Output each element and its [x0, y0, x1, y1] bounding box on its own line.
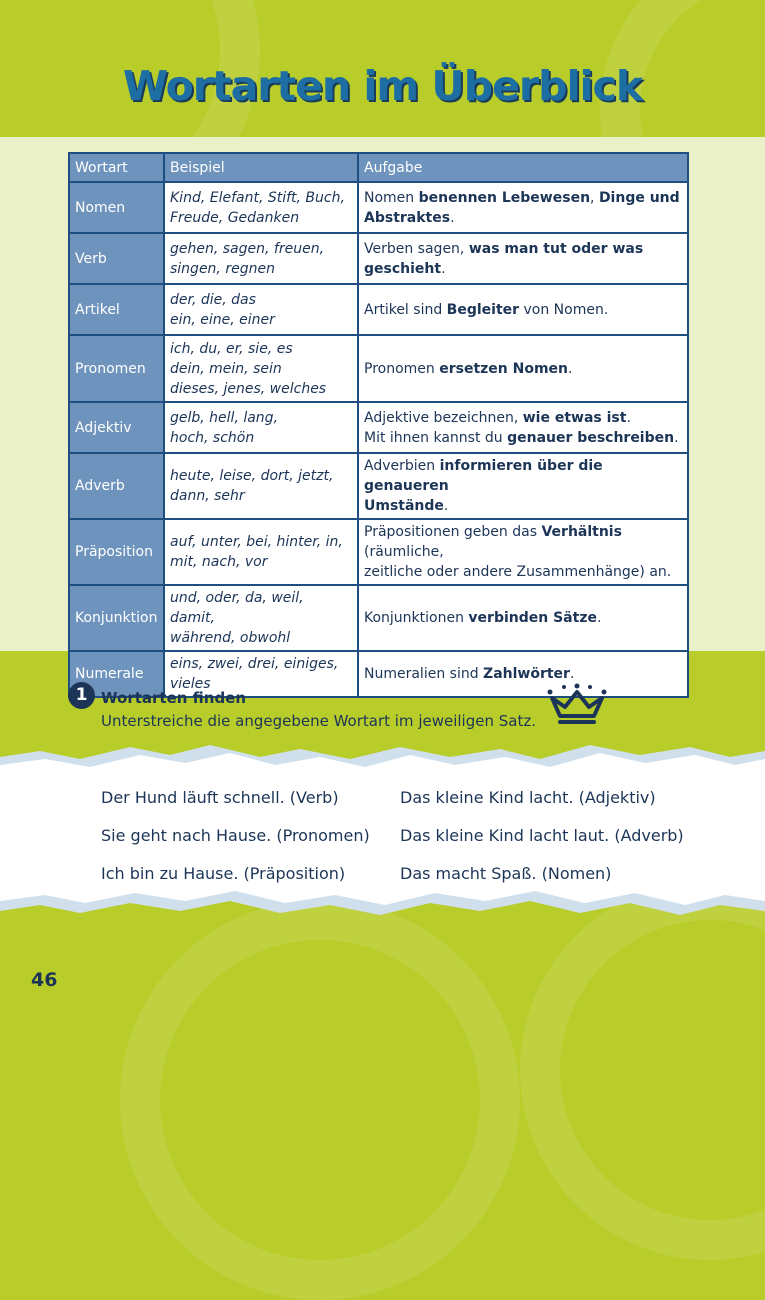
beispiel-line: dein, mein, sein	[170, 360, 282, 377]
table-row	[69, 284, 688, 335]
beispiel-line: der, die, das	[170, 291, 256, 308]
aufgabe-text: ,	[590, 189, 599, 206]
cell-beispiel	[164, 519, 358, 585]
aufgabe-text: Verben sagen,	[364, 240, 469, 257]
aufgabe-highlight: verbinden Sätze	[468, 610, 597, 626]
aufgabe-text: Nomen	[364, 189, 419, 206]
exercise-number-badge: 1	[68, 682, 95, 709]
cell-beispiel	[164, 335, 358, 402]
aufgabe-text: Artikel sind	[364, 301, 447, 318]
aufgabe-text: .	[674, 429, 679, 446]
header-beispiel: Beispiel	[164, 153, 358, 182]
cell-aufgabe	[358, 519, 688, 585]
beispiel-line: eins, zwei, drei, einiges, vieles	[170, 656, 339, 692]
aufgabe-highlight: Zahlwörter	[483, 666, 570, 682]
beispiel-line: dieses, jenes, welches	[170, 380, 327, 397]
aufgabe-text: .	[441, 260, 446, 277]
beispiel-line: hoch, schön	[170, 429, 255, 446]
sentence-left-2: Sie geht nach Hause. (Pronomen)	[101, 826, 370, 845]
aufgabe-highlight: Begleiter	[446, 301, 520, 318]
sentence-right-3: Das macht Spaß. (Nomen)	[400, 864, 612, 883]
table-row	[69, 233, 688, 284]
exercise-instruction: Unterstreiche die angegebene Wortart im jeweiligen Satz.	[101, 712, 536, 730]
table-row	[69, 453, 688, 519]
sentence-left-3: Ich bin zu Hause. (Präposition)	[101, 864, 346, 883]
aufgabe-text: zeitliche oder andere Zusammenhänge) an.	[364, 564, 672, 580]
beispiel-line: ich, du, er, sie, es	[170, 340, 293, 357]
header-wortart: Wortart	[69, 153, 164, 182]
aufgabe-text: (räumliche,	[364, 544, 444, 560]
sentence-right-2: Das kleine Kind lacht laut. (Adverb)	[400, 826, 684, 845]
beispiel-line: während, obwohl	[170, 630, 291, 646]
beispiel-line: dann, sehr	[170, 488, 245, 504]
cell-wortart: Nomen	[69, 182, 164, 233]
cell-beispiel	[164, 182, 358, 233]
cell-aufgabe	[358, 402, 688, 453]
cell-wortart: Pronomen	[69, 335, 164, 402]
aufgabe-highlight: Umstände	[364, 498, 444, 514]
cell-beispiel	[164, 585, 358, 651]
beispiel-line: heute, leise, dort, jetzt,	[170, 468, 334, 484]
aufgabe-highlight: Verhältnis	[541, 524, 622, 540]
page-number: 46	[31, 969, 58, 991]
beispiel-line: Kind, Elefant, Stift, Buch,	[170, 189, 345, 206]
table-row	[69, 402, 688, 453]
beispiel-line: mit, nach, vor	[170, 554, 268, 570]
table-header-row	[69, 153, 688, 182]
aufgabe-text: Präpositionen geben das	[364, 524, 542, 540]
aufgabe-text: .	[450, 209, 455, 226]
sentence-right-1: Das kleine Kind lacht. (Adjektiv)	[400, 788, 656, 807]
background-swirl	[120, 900, 520, 1300]
beispiel-line: auf, unter, bei, hinter, in,	[170, 534, 343, 550]
cell-beispiel	[164, 284, 358, 335]
cell-wortart: Verb	[69, 233, 164, 284]
wortarten-table	[68, 152, 689, 698]
aufgabe-highlight: Abstraktes	[364, 209, 451, 226]
table-row	[69, 182, 688, 233]
cell-aufgabe	[358, 585, 688, 651]
table-row	[69, 335, 688, 402]
cell-aufgabe	[358, 453, 688, 519]
cell-wortart: Konjunktion	[69, 585, 164, 651]
cell-aufgabe	[358, 284, 688, 335]
cell-wortart: Adjektiv	[69, 402, 164, 453]
aufgabe-text: .	[569, 666, 575, 682]
aufgabe-text: Mit ihnen kannst du	[364, 429, 508, 446]
page-title: Wortarten im Überblick	[122, 62, 643, 110]
header-aufgabe: Aufgabe	[358, 153, 688, 182]
aufgabe-text: Pronomen	[364, 360, 440, 377]
beispiel-line: singen, regnen	[170, 260, 275, 277]
aufgabe-highlight: genauer beschreiben	[507, 429, 675, 446]
aufgabe-text: Adverbien	[364, 458, 440, 474]
aufgabe-text: .	[568, 360, 573, 377]
beispiel-line: Freude, Gedanken	[170, 209, 300, 226]
aufgabe-highlight: wie etwas ist	[522, 409, 627, 426]
aufgabe-highlight: ersetzen Nomen	[439, 360, 569, 377]
aufgabe-highlight: informieren über die genaueren	[364, 458, 603, 494]
cell-aufgabe	[358, 335, 688, 402]
sentence-left-1: Der Hund läuft schnell. (Verb)	[101, 788, 339, 807]
aufgabe-highlight: was man tut oder was geschieht	[364, 240, 644, 277]
aufgabe-text: Adjektive bezeichnen,	[364, 409, 523, 426]
beispiel-line: und, oder, da, weil, damit,	[170, 590, 304, 626]
aufgabe-text: Numeralien sind	[364, 666, 484, 682]
beispiel-line: ein, eine, einer	[170, 311, 275, 328]
cell-aufgabe	[358, 182, 688, 233]
cell-wortart: Numerale	[69, 651, 164, 697]
cell-aufgabe	[358, 233, 688, 284]
beispiel-line: gelb, hell, lang,	[170, 409, 279, 426]
aufgabe-text: .	[443, 498, 449, 514]
cell-beispiel	[164, 402, 358, 453]
cell-wortart: Adverb	[69, 453, 164, 519]
aufgabe-text: von Nomen.	[519, 301, 609, 318]
aufgabe-highlight: Dinge und	[598, 189, 680, 206]
cell-beispiel	[164, 233, 358, 284]
cell-wortart: Präposition	[69, 519, 164, 585]
cell-aufgabe	[358, 651, 688, 697]
aufgabe-text: .	[626, 409, 631, 426]
table-row	[69, 585, 688, 651]
table-body	[69, 182, 688, 697]
aufgabe-text: Konjunktionen	[364, 610, 469, 626]
cell-wortart: Artikel	[69, 284, 164, 335]
beispiel-line: gehen, sagen, freuen,	[170, 240, 325, 257]
exercise-title: Wortarten finden	[101, 689, 247, 707]
cell-beispiel	[164, 453, 358, 519]
background-swirl	[520, 880, 765, 1260]
table-row	[69, 519, 688, 585]
crown-icon	[546, 682, 608, 726]
aufgabe-text: .	[596, 610, 602, 626]
aufgabe-highlight: benennen Lebewesen	[418, 189, 591, 206]
